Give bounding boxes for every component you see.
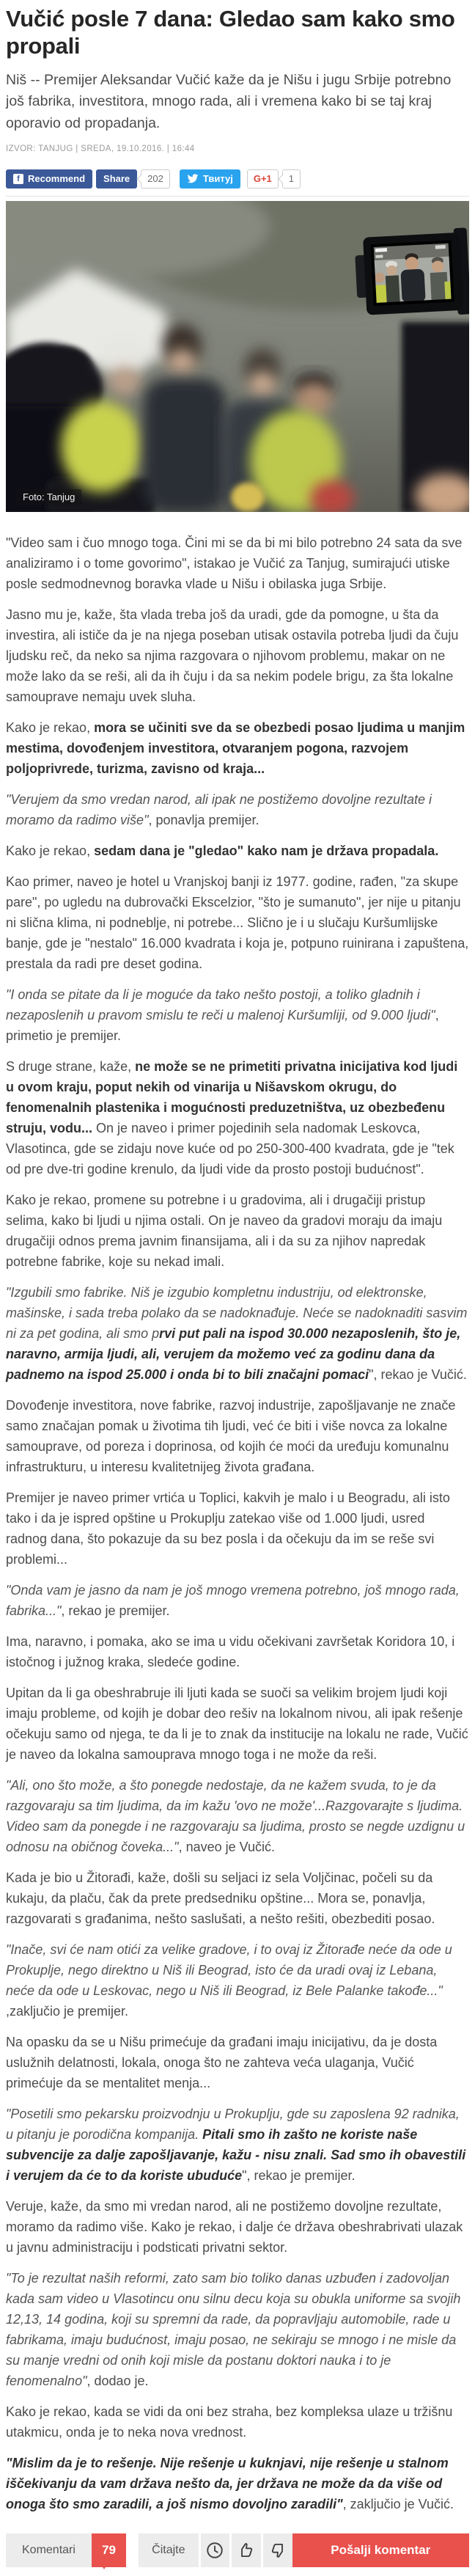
paragraph: Kako je rekao, mora se učiniti sve da se obezbedi posao ljudima u manjim mestima, dovođenjem investitora, otvaranjem pogona, razvojem poljoprivrede, turizma, zavisno od kraja... — [6, 720, 465, 776]
paragraph: Ima, naravno, i pomaka, ako se ima u vidu očekivani završetak Koridora 10, i istočnog i južnog kraka, sledeće godine. — [6, 1633, 455, 1669]
press-scene-photo — [6, 201, 469, 512]
facebook-recommend-label: Recommend — [28, 173, 86, 185]
twitter-tweet-button[interactable] — [180, 169, 240, 189]
thumb-down-icon — [268, 2541, 287, 2560]
paragraph: Premijer je naveo primer vrtića u Toplici, kakvih je malo i u Beogradu, ali isto tako i da je ispred opštine u Prokuplju zatekao više od 1.000 ljudi, usred radnog dana, što pokazuje da su bez posla i da očekuju da im se reše svi problemi... — [6, 1490, 450, 1567]
facebook-share-button[interactable] — [96, 169, 137, 189]
gplus-button[interactable] — [247, 169, 279, 189]
comments-label: Komentari — [6, 2533, 92, 2567]
clock-icon — [205, 2541, 224, 2560]
article-body — [6, 533, 469, 2514]
send-comment-button[interactable]: Pošalji komentar — [292, 2533, 470, 2567]
paragraph: Kako je rekao, promene su potrebne i u gradovima, ali i drugačiji pristup selima, kako bi ljudi u njima ostali. On je naveo da gradovi moraju da imaju drugačiji odnos prema javnim finansijama, ali i da su za njihov napredak potrebne fabrike, koje su nekad imali. — [6, 1192, 443, 1269]
worst-rated-comments-button[interactable] — [263, 2533, 292, 2567]
paragraph: "Ali, ono što može, a što ponegde nedostaje, da ne kažem svuda, to je da razgovaraju sa tim ljudima, da im kažu 'ovo ne može'...Razgovarajte s ljudima. Video sam da ponegde i ne razgovaraju sa ljudima, prosto se negde uzdignu u odnosu na običnog čoveka...", naveo je Vučić. — [6, 1777, 465, 1854]
source-dateline: IZVOR: TANJUG | SREDA, 19.10.2016. | 16:44 — [6, 144, 195, 153]
camcorder-screen — [354, 227, 469, 320]
read-comments-button[interactable]: Čitajte — [139, 2533, 198, 2567]
paragraph: Kako je rekao, sedam dana je "gledao" kako nam je država propadala. — [6, 843, 439, 858]
paragraph: "Mislim da je to rešenje. Nije rešenje u kuknjavi, nije rešenje u stalnom iščekivanju da vam država nešto da, jer država ne može da da više od onoga što smo zaradili, a još nismo dovoljno zaradili", zaključio je Vučić. — [6, 2455, 454, 2511]
paragraph: "Video sam i čuo mnogo toga. Čini mi se da bi mi bilo potrebno 24 sata da sve analiziramo i o tome govorimo", istakao je Vučić za Tanjug, sumirajući utiske posle sedmodnevnog boravka vlade u Nišu i obilaska juga Srbije. — [6, 535, 463, 591]
paragraph: S druge strane, kaže, ne može se ne primetiti privatna inicijativa kod ljudi u ovom kraju, poput nekih od vinarija u Nišavskom okrugu, do fenomenalnih plastenika i mogućnosti preduzetništva, uz obezbeđenu struju, vodu... On je naveo i primer pojedinih sela nadomak Leskovca, Vlasotinca, gde se zidaju nove kuće od po 250-300-400 kvadrata, gde je "tek od pre dve-tri godine krenulo, da ljudi vide da prosto postoji budućnost". — [6, 1058, 458, 1177]
paragraph: Upitan da li ga obeshrabruje ili ljuti kada se suoči sa velikim brojem ljudi koji imaju probleme, od kojih je dobar deo rešiv na lokalnom nivou, ali ipak rešenje očekuju samo od njega, te da li je to znak da institucije na lokalu ne rade, Vučić je naveo da lokalna samouprava mnogo toga i ne može da reši. — [6, 1685, 468, 1762]
facebook-share-count: 202 — [141, 169, 170, 189]
paragraph: "I onda se pitate da li je moguće da tako nešto postoji, a toliko gladnih i nezaposlenih u pravom smislu te reči u malenoj Kuršumliji, od 9.000 ljudi", primetio je premijer. — [6, 987, 439, 1043]
paragraph: Na opasku da se u Nišu primećuje da građani imaju inicijativu, da je dosta uslužnih delatnosti, lokala, onoga što ne zahteva veća ulaganja, Vučić primećuje da se mentalitet menja... — [6, 2034, 438, 2090]
facebook-share-label: Share — [103, 173, 130, 185]
facebook-recommend-button[interactable] — [6, 169, 92, 189]
photo-caption: Foto: Tanjug — [16, 489, 81, 505]
gplus-label: G+1 — [253, 173, 272, 185]
paragraph: "Izgubili smo fabrike. Niš je izgubio kompletnu industriju, od elektronske, mašinske, i sada treba polako da se nadoknađuje. Neće se nadoknaditi sasvim ni za pet godina, ali smo prvi put pali na ispod 30.000 nezaposlenih, što je, naravno, armija ljudi, ali, verujem da možemo već za godinu dana da padnemo na ispod 25.000 i onda bi to bili značajni pomaci", rekao je Vučić. — [6, 1284, 468, 1382]
page-title: Vučić posle 7 dana: Gledao sam kako smo propali — [6, 6, 455, 59]
twitter-tweet-label: Твитуј — [202, 173, 233, 185]
article-photo — [6, 196, 469, 512]
paragraph: Jasno mu je, kaže, šta vlada treba još da uradi, gde da pomogne, u šta da investira, ali ističe da je na njega poseban utisak ostavila potreba ljudi da čuju ljudsku reč, da neko sa njima razgovara o njihovom problemu, makar on ne može lako da se reši, ali da ih čuju i da sa nekim podele brigu, za šta lokalne samouprave nemaju uvek sluha. — [6, 607, 459, 704]
paragraph: Kada je bio u Žitorađi, kaže, došli su seljaci iz sela Voljčinac, počeli su da kukaju, da plaču, čak da prete predsedniku opštine... Mora se, ponavlja, razgovarati s građanima, nešto saslušati, a nešto rešiti, obezbediti posao. — [6, 1870, 435, 1926]
paragraph: "To je rezultat naših reformi, zato sam bio toliko danas uzbuđen i zadovoljan kada sam video u Vlasotincu onu silnu decu koja su obukla uniforme sa svojih 12,13, 14 godina, koji su spremni da rade, da popravljaju automobile, rade u fabrikama, imaju budućnost, imaju posao, ne sekiraju se mnogo i ne misle da su manje vredni od onih koji misle da postanu doktori nauka i to je fenomenalno", dodao je. — [6, 2270, 461, 2388]
twitter-bird-icon — [187, 174, 199, 184]
article-footer-bar — [6, 2533, 469, 2567]
paragraph: "Posetili smo pekarsku proizvodnju u Prokuplju, gde su zaposlena 92 radnika, u pitanju je porodična kompanija. Pitali smo ih zašto ne koriste naše subvencije za dalje zapošljavanje, kažu - nisu znali. Sad smo ih obavestili i verujem da će to da koriste ubuduće", rekao je premijer. — [6, 2106, 466, 2183]
article-page — [6, 0, 469, 2567]
latest-comments-button[interactable] — [201, 2533, 230, 2567]
thumb-up-icon — [237, 2541, 256, 2560]
top-rated-comments-button[interactable] — [232, 2533, 261, 2567]
paragraph: Kao primer, naveo je hotel u Vranjskoj banji iz 1977. godine, rađen, "za skupe pare", po ugledu na dubrovački Ekscelzior, "što je sumanuto", jer nije u pitanju ni slična klima, ni podneblje, ni potrebe... Slično je i u slučaju Kuršumlijske banje, gde je "nestalo" 16.000 kvadrata i koja je, potpuno ruinirana i zapuštena, prestala da radi pre deset godina. — [6, 874, 469, 971]
paragraph: Veruje, kaže, da smo mi vredan narod, ali ne postižemo dovoljne rezultate, moramo da radimo više. Kako je rekao, i dalje će država obeshrabrivati ulazak u javnu administraciju i podsticati privatni sektor. — [6, 2198, 463, 2255]
paragraph: "Inače, svi će nam otići za velike gradove, i to ovaj iz Žitorađe neće da ode u Prokuplje, nego direktno u Niš ili Beograd, isto će da uradi ovaj iz Lebana, neće da ode u Leskovac, nego u Niš ili Beograd, iz Bele Palanke takođe..." ,zaključio je premijer. — [6, 1942, 452, 2019]
paragraph: "Verujem da smo vredan narod, ali ipak ne postižemo dovoljne rezultate i moramo da radimo više", ponavlja premijer. — [6, 791, 432, 827]
paragraph: Dovođenje investitora, nove fabrike, razvoj industrije, zapošljavanje ne znače samo značajan pomak u životima tih ljudi, već će biti i više novca za lokalne samouprave, od poreza i doprinosa, od kojih će moći da uređuju komunalnu infrastrukturu, u interesu kvalitetnijeg života građana. — [6, 1397, 456, 1474]
paragraph: "Onda vam je jasno da nam je još mnogo vremena potrebno, još mnogo rada, fabrika...", rekao je premijer. — [6, 1582, 460, 1618]
comments-count-badge[interactable]: 79 — [92, 2533, 126, 2567]
share-toolbar — [6, 169, 469, 189]
article-lead: Niš -- Premijer Aleksandar Vučić kaže da je Nišu i jugu Srbije potrebno još fabrika, investitora, mnogo rada, ali i vremena kako bi se taj kraj oporavio od propadanja. — [6, 72, 452, 131]
facebook-icon: f — [13, 174, 23, 184]
paragraph: Kako je rekao, kada se vidi da oni bez straha, bez kompleksa ulaze u tržišnu utakmicu, onda je to neka nova vrednost. — [6, 2404, 453, 2440]
gplus-count: 1 — [282, 169, 301, 189]
